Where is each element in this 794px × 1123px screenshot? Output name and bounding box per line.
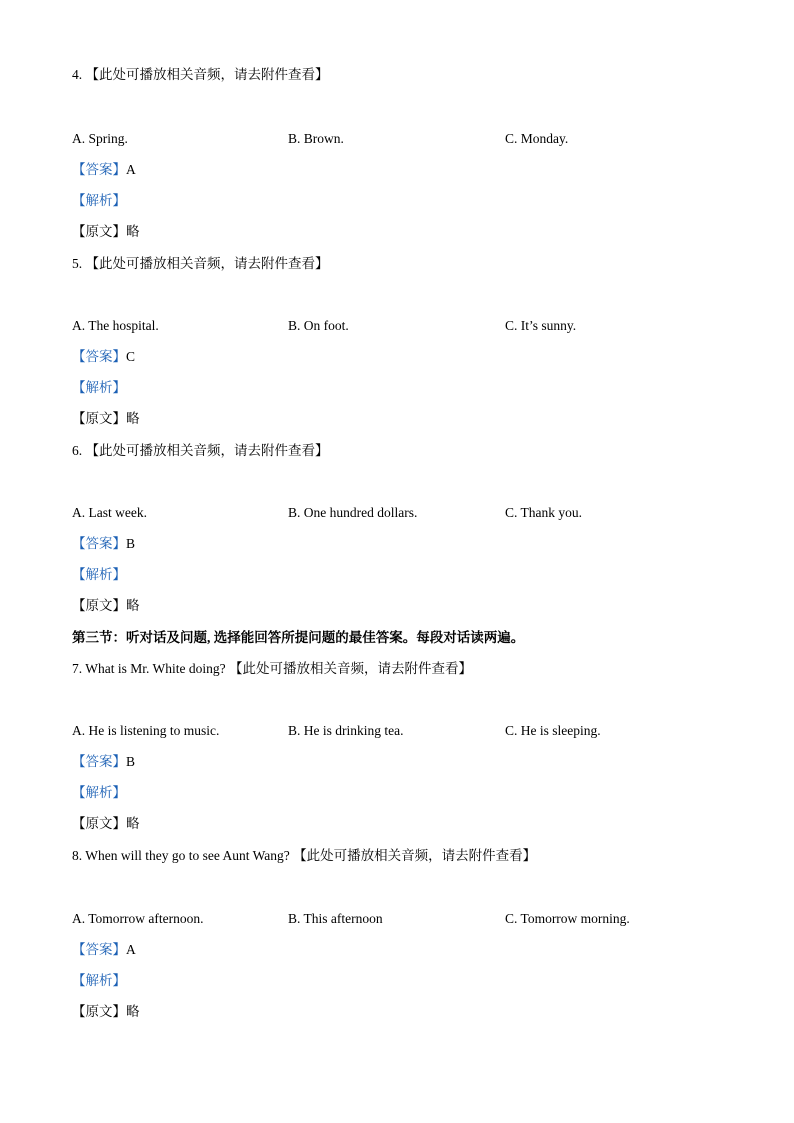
- original-line: [72, 597, 140, 615]
- option-a: A. Tomorrow afternoon.: [72, 911, 204, 926]
- audio-prompt[interactable]: 【此处可播放相关音频，请去附件查看】: [293, 848, 537, 863]
- audio-prompt[interactable]: 【此处可播放相关音频，请去附件查看】: [228, 661, 472, 676]
- answer-value: B: [126, 754, 136, 769]
- option-b: B. Brown.: [288, 131, 344, 146]
- option-b: B. He is drinking tea.: [288, 723, 404, 738]
- question-text: 7. What is Mr. White doing?: [72, 661, 226, 676]
- original-value: 略: [126, 224, 140, 239]
- question-8-header: [72, 847, 536, 865]
- analysis-label: 【解析】: [72, 785, 126, 800]
- question-number: 5.: [72, 256, 83, 271]
- answer-label: 【答案】: [72, 162, 126, 177]
- analysis-label: 【解析】: [72, 380, 126, 395]
- option-a: A. Last week.: [72, 505, 147, 520]
- question-5-header: [72, 255, 329, 273]
- question-number: 4.: [72, 67, 83, 82]
- option-b: B. On foot.: [288, 318, 349, 333]
- question-text: 8. When will they go to see Aunt Wang?: [72, 848, 290, 863]
- analysis-label: 【解析】: [72, 567, 126, 582]
- option-c: C. Monday.: [505, 131, 569, 146]
- answer-line: [72, 941, 136, 959]
- option-a: A. He is listening to music.: [72, 723, 220, 738]
- analysis-label: 【解析】: [72, 193, 126, 208]
- section-heading: 第三节：听对话及问题, 选择能回答所提问题的最佳答案。每段对话读两遍。: [72, 630, 525, 645]
- question-7-header: [72, 660, 472, 678]
- audio-prompt[interactable]: 【此处可播放相关音频，请去附件查看】: [85, 443, 329, 458]
- answer-line: [72, 535, 135, 553]
- original-label: 【原文】: [72, 1004, 126, 1019]
- answer-label: 【答案】: [72, 349, 126, 364]
- option-c: C. He is sleeping.: [505, 723, 601, 738]
- option-a: A. Spring.: [72, 131, 128, 146]
- answer-label: 【答案】: [72, 942, 126, 957]
- audio-prompt[interactable]: 【此处可播放相关音频，请去附件查看】: [85, 67, 329, 82]
- answer-label: 【答案】: [72, 536, 126, 551]
- option-b: B. One hundred dollars.: [288, 505, 418, 520]
- answer-value: A: [126, 162, 136, 177]
- answer-value: A: [126, 942, 136, 957]
- original-value: 略: [126, 598, 140, 613]
- option-c: C. It’s sunny.: [505, 318, 577, 333]
- option-c: C. Tomorrow morning.: [505, 911, 630, 926]
- original-line: [72, 815, 140, 833]
- analysis-label: 【解析】: [72, 973, 126, 988]
- answer-line: [72, 161, 136, 179]
- audio-prompt[interactable]: 【此处可播放相关音频，请去附件查看】: [85, 256, 329, 271]
- original-label: 【原文】: [72, 816, 126, 831]
- original-line: [72, 410, 140, 428]
- answer-value: B: [126, 536, 136, 551]
- original-line: [72, 223, 140, 241]
- answer-line: [72, 753, 135, 771]
- answer-line: [72, 348, 135, 366]
- answer-label: 【答案】: [72, 754, 126, 769]
- original-label: 【原文】: [72, 224, 126, 239]
- original-value: 略: [126, 1004, 140, 1019]
- original-label: 【原文】: [72, 598, 126, 613]
- question-4-header: [72, 66, 329, 84]
- original-value: 略: [126, 816, 140, 831]
- question-6-header: [72, 442, 329, 460]
- question-number: 6.: [72, 443, 83, 458]
- original-line: [72, 1003, 140, 1021]
- answer-value: C: [126, 349, 136, 364]
- option-a: A. The hospital.: [72, 318, 159, 333]
- original-label: 【原文】: [72, 411, 126, 426]
- option-c: C. Thank you.: [505, 505, 582, 520]
- original-value: 略: [126, 411, 140, 426]
- option-b: B. This afternoon: [288, 911, 383, 926]
